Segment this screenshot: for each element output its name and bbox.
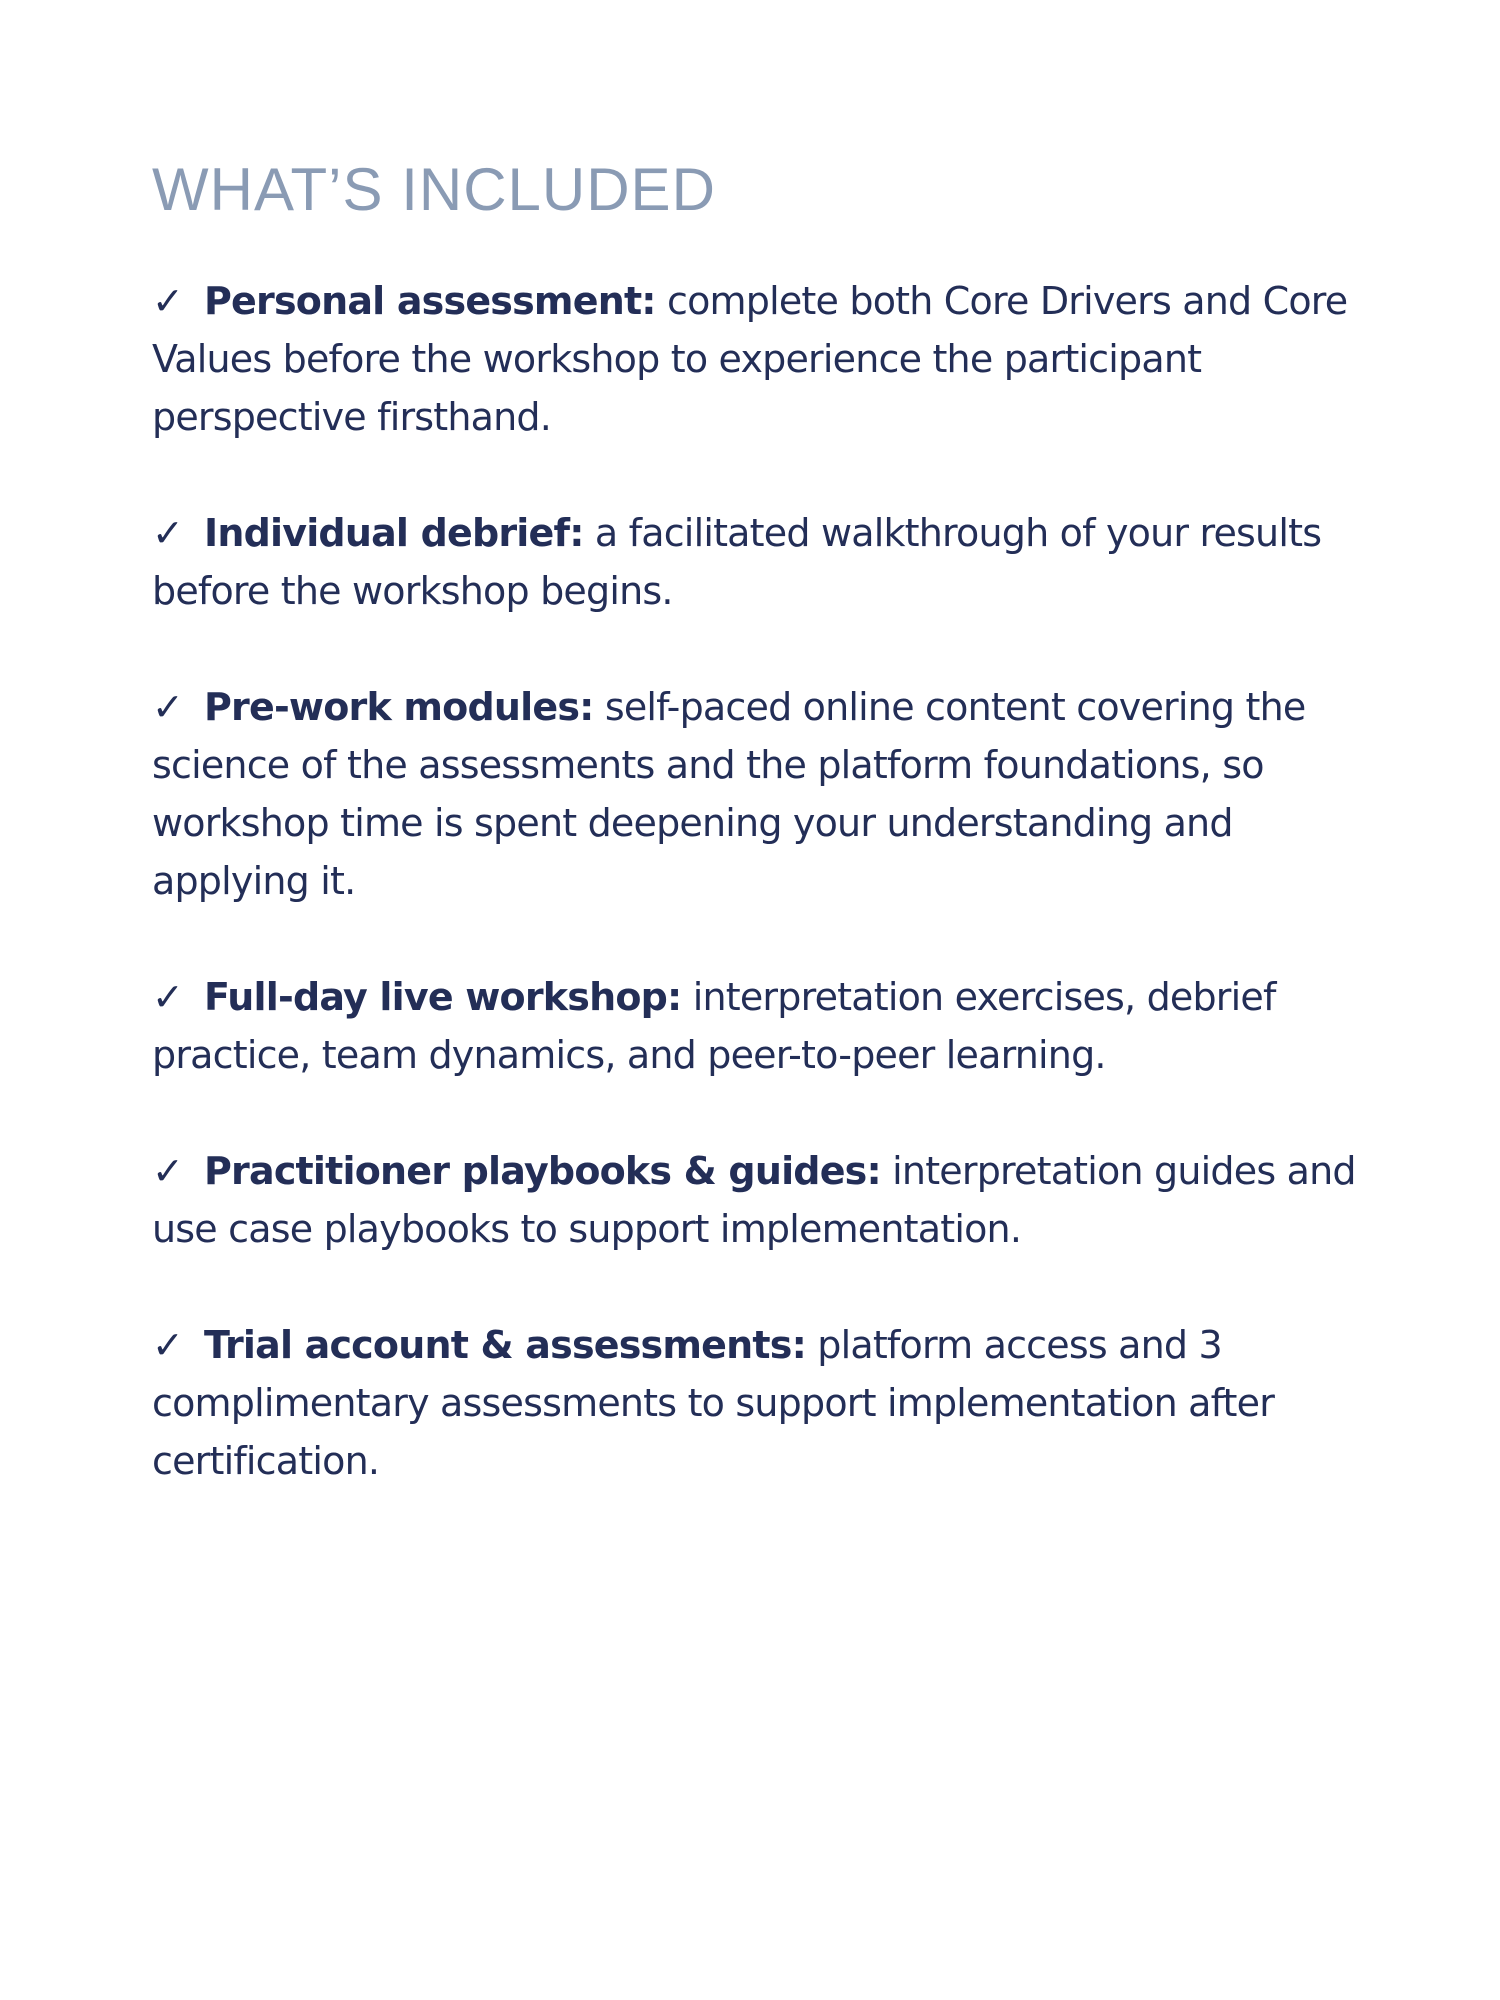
checkmark-icon: ✓ — [152, 1149, 184, 1193]
item-description: self-paced online content covering the science of the assessments and the platform foundations, so workshop time is spent deepening your understanding and applying it. — [152, 685, 1306, 903]
checkmark-icon: ✓ — [152, 279, 184, 323]
included-list — [152, 272, 1382, 1490]
list-item-trial-account — [152, 1316, 1382, 1490]
item-label: Full-day live workshop: — [204, 975, 682, 1019]
list-item-playbooks-guides — [152, 1142, 1382, 1258]
item-description: a facilitated walkthrough of your results before the workshop begins. — [152, 511, 1322, 613]
item-description: platform access and 3 complimentary assessments to support implementation after certification. — [152, 1323, 1275, 1483]
checkmark-icon: ✓ — [152, 1323, 184, 1367]
item-description: complete both Core Drivers and Core Values before the workshop to experience the participant perspective firsthand. — [152, 279, 1348, 439]
item-label: Personal assessment: — [204, 279, 656, 323]
list-item-personal-assessment — [152, 272, 1382, 446]
document-page — [152, 150, 1382, 1548]
list-item-pre-work-modules — [152, 678, 1382, 910]
list-item-full-day-workshop — [152, 968, 1382, 1084]
item-label: Practitioner playbooks & guides: — [204, 1149, 881, 1193]
item-description: interpretation guides and use case playbooks to support implementation. — [152, 1149, 1356, 1251]
item-label: Pre-work modules: — [204, 685, 594, 729]
checkmark-icon: ✓ — [152, 511, 184, 555]
item-description: interpretation exercises, debrief practice, team dynamics, and peer-to-peer learning. — [152, 975, 1276, 1077]
item-label: Trial account & assessments: — [204, 1323, 806, 1367]
checkmark-icon: ✓ — [152, 685, 184, 729]
section-heading: WHAT’S INCLUDED — [152, 156, 716, 223]
item-label: Individual debrief: — [204, 511, 584, 555]
list-item-individual-debrief — [152, 504, 1382, 620]
checkmark-icon: ✓ — [152, 975, 184, 1019]
